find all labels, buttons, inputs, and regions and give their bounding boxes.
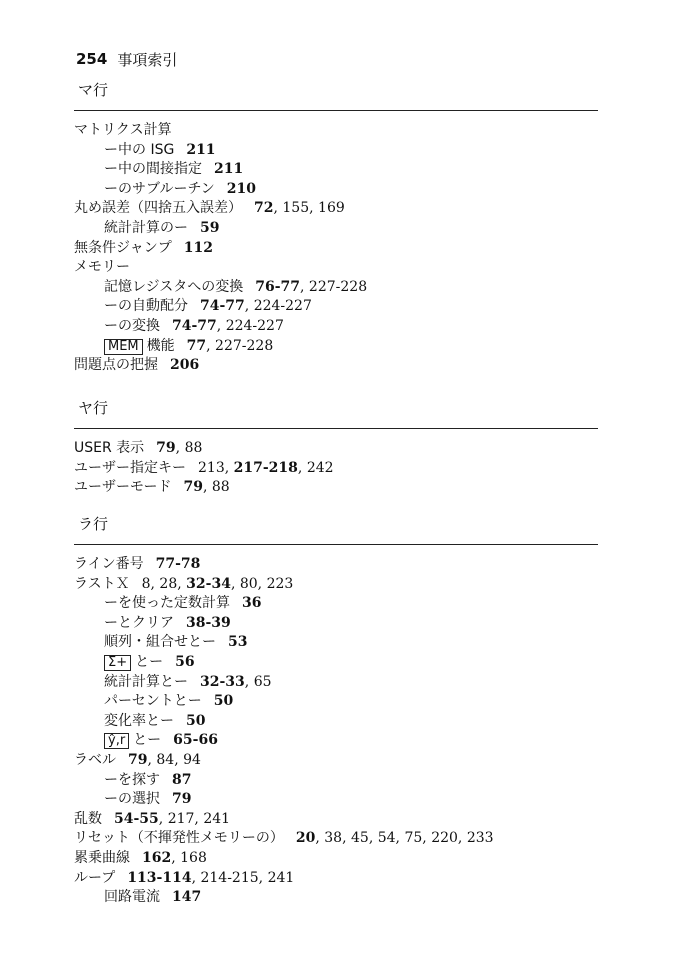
entry-term: パーセントとー <box>104 693 202 710</box>
page-reference: 32-34 <box>186 575 231 592</box>
page-references <box>228 633 247 653</box>
page-reference: 112 <box>183 239 213 256</box>
page-reference: 211 <box>186 141 216 158</box>
index-subentry <box>74 278 598 298</box>
entry-term: とー <box>135 653 164 670</box>
entry-term: 問題点の把握 <box>74 357 158 374</box>
page-references <box>183 478 229 498</box>
entry-term: 乱数 <box>74 810 102 827</box>
page-reference: 224-227 <box>253 298 312 315</box>
index-subentry <box>74 594 598 614</box>
page-references <box>200 673 272 693</box>
page-reference: 94 <box>183 751 201 768</box>
index-subentry <box>74 337 598 357</box>
index-entry <box>74 121 598 141</box>
page-references <box>173 731 218 751</box>
page-reference: 20 <box>295 830 316 847</box>
index-section-ya <box>74 396 598 498</box>
page-title: 事項索引 <box>117 50 178 69</box>
page-references <box>142 575 294 595</box>
index-subentry <box>74 317 598 337</box>
page-references <box>214 692 233 712</box>
page-references <box>255 278 367 298</box>
page-reference: 38-39 <box>186 614 231 631</box>
entry-term: ラベル <box>74 751 116 768</box>
page-reference: 54-55 <box>114 810 159 827</box>
index-subentry <box>74 160 598 180</box>
page-reference: 65 <box>253 673 272 690</box>
page-references <box>156 439 202 459</box>
entry-term: マトリクス計算 <box>74 122 172 138</box>
index-entry <box>74 478 598 498</box>
entry-term: メモリー <box>74 259 130 276</box>
page-reference: 227-228 <box>308 278 368 295</box>
entry-term: ユーザー指定キー <box>74 459 186 476</box>
page-references <box>172 790 191 810</box>
index-entry <box>74 869 598 889</box>
section-heading: ヤ行 <box>78 399 109 417</box>
page-reference: 84 <box>156 751 175 768</box>
page-references <box>156 555 201 575</box>
page-references <box>184 239 213 259</box>
page-references <box>214 160 243 180</box>
page-reference: 233 <box>466 830 494 847</box>
entry-list <box>74 121 598 376</box>
entry-term: USER 表示 <box>74 440 145 456</box>
index-subentry <box>74 633 598 653</box>
page-reference: 206 <box>170 357 200 374</box>
reference-separator: , <box>244 673 254 690</box>
page-reference: 79 <box>156 440 176 456</box>
index-entry <box>74 239 598 259</box>
index-subentry <box>74 653 598 673</box>
page-reference: 162 <box>142 849 172 866</box>
page-reference: 242 <box>306 459 334 476</box>
page-references <box>186 141 215 161</box>
page-references <box>172 771 191 791</box>
entry-term: 変化率とー <box>104 712 174 729</box>
page-references <box>114 810 230 830</box>
entry-term: 統計計算とー <box>104 673 188 690</box>
reference-separator: , <box>158 810 168 827</box>
entry-term: とー <box>133 732 162 749</box>
key-symbol: ŷ,r <box>104 733 129 749</box>
index-entry <box>74 258 598 278</box>
entry-term: ーのサブルーチン <box>104 180 215 197</box>
index-entry <box>74 439 598 459</box>
page-references <box>170 356 199 376</box>
reference-separator: , <box>422 830 432 847</box>
entry-term: ーを探す <box>104 771 160 788</box>
reference-separator: , <box>257 575 267 592</box>
entry-term: ーの自動配分 <box>104 298 188 315</box>
page-reference: 227-228 <box>215 337 274 354</box>
entry-term: 記憶レジスタへの変換 <box>104 278 244 295</box>
reference-separator: , <box>150 575 160 592</box>
page-reference: 113-114 <box>127 869 192 886</box>
page-references <box>200 219 219 239</box>
reference-separator: , <box>177 575 187 592</box>
index-subentry <box>74 731 598 751</box>
page-reference: 32-33 <box>200 673 245 690</box>
entry-term: 回路電流 <box>104 889 160 906</box>
page-number: 254 <box>76 50 108 68</box>
reference-separator: , <box>191 869 201 886</box>
page-reference: 45 <box>350 830 369 847</box>
page-reference: 53 <box>228 634 248 651</box>
page-reference: 155 <box>282 200 310 217</box>
page-reference: 54 <box>377 830 396 847</box>
page-reference: 74-77 <box>172 317 217 334</box>
page-references <box>296 829 494 849</box>
index-section-ra <box>74 512 598 908</box>
reference-separator: , <box>224 459 234 476</box>
page-references <box>186 712 205 732</box>
index-subentry <box>74 180 598 200</box>
page-references <box>187 337 274 357</box>
page-references <box>242 594 261 614</box>
reference-separator: , <box>202 479 212 496</box>
page-reference: 80 <box>239 575 258 592</box>
index-subentry <box>74 141 598 161</box>
entry-term: ーの選択 <box>104 791 160 808</box>
page-reference: 77 <box>186 337 207 354</box>
entry-term: 無条件ジャンプ <box>74 239 172 256</box>
page-reference: 79 <box>183 479 203 496</box>
index-section-ma <box>74 78 598 376</box>
index-entry <box>74 575 598 595</box>
page-reference: 75 <box>404 830 423 847</box>
reference-separator: , <box>194 810 204 827</box>
entry-term: 統計計算のー <box>104 219 188 236</box>
reference-separator: , <box>147 751 157 768</box>
reference-separator: , <box>342 830 351 847</box>
reference-separator: , <box>244 298 254 315</box>
index-subentry <box>74 673 598 693</box>
page-reference: 213 <box>198 459 225 476</box>
reference-separator: , <box>395 830 405 847</box>
index-entry <box>74 199 598 219</box>
section-heading: ラ行 <box>78 515 109 533</box>
page-reference: 76-77 <box>255 278 301 295</box>
page-references <box>175 653 194 673</box>
entry-list <box>74 439 598 498</box>
page-reference: 36 <box>242 595 262 612</box>
reference-separator: , <box>309 200 319 217</box>
section-divider <box>74 428 598 429</box>
page-reference: 241 <box>267 869 295 886</box>
index-subentry <box>74 790 598 810</box>
page-reference: 217 <box>167 810 195 827</box>
section-divider <box>74 110 598 111</box>
index-entry <box>74 751 598 771</box>
entry-term: 順列・組合せとー <box>104 634 216 651</box>
reference-separator: , <box>315 830 325 847</box>
page-reference: 87 <box>172 771 192 788</box>
index-subentry <box>74 297 598 317</box>
entry-term: 機能 <box>146 337 175 354</box>
page-reference: 88 <box>211 479 230 496</box>
index-entry <box>74 555 598 575</box>
entry-term: ー中の ISG <box>104 141 175 158</box>
page-references <box>172 888 201 908</box>
page-reference: 223 <box>266 575 294 592</box>
page-references <box>172 317 284 337</box>
page-references <box>200 297 312 317</box>
page-references <box>142 849 207 869</box>
page-reference: 224-227 <box>225 317 284 334</box>
reference-separator: , <box>206 337 216 354</box>
entry-term: リセット（不揮発性メモリーの） <box>74 830 284 847</box>
entry-term: 累乗曲線 <box>74 849 130 866</box>
page-reference: 147 <box>172 889 202 906</box>
page-reference: 169 <box>318 200 345 217</box>
index-subentry <box>74 712 598 732</box>
index-entry <box>74 849 598 869</box>
page-reference: 65-66 <box>173 732 218 749</box>
page-reference: 50 <box>186 712 206 729</box>
entry-list <box>74 555 598 908</box>
page-reference: 168 <box>180 849 207 866</box>
index-entry <box>74 810 598 830</box>
page-references <box>198 459 334 479</box>
page-reference: 56 <box>175 653 195 670</box>
entry-term: 丸め誤差（四捨五入誤差） <box>74 200 242 217</box>
reference-separator: , <box>457 830 467 847</box>
reference-separator: , <box>216 317 226 334</box>
index-entry <box>74 356 598 376</box>
index-subentry <box>74 219 598 239</box>
page-reference: 241 <box>203 810 231 827</box>
page-references <box>186 614 231 634</box>
reference-separator: , <box>174 751 184 768</box>
entry-term: ーの変換 <box>104 317 160 334</box>
entry-term: ユーザーモード <box>74 479 172 496</box>
section-divider <box>74 544 598 545</box>
reference-separator: , <box>297 459 307 476</box>
page-reference: 211 <box>214 161 244 178</box>
page-reference: 50 <box>213 693 234 710</box>
page-reference: 74-77 <box>200 298 245 315</box>
page-reference: 59 <box>200 219 220 236</box>
page-reference: 72 <box>254 200 274 217</box>
index-subentry <box>74 771 598 791</box>
index-entry <box>74 459 598 479</box>
page-reference: 8 <box>141 575 151 592</box>
page-references <box>128 751 201 771</box>
index-entry <box>74 829 598 849</box>
page-reference: 38 <box>324 830 343 847</box>
page-reference: 210 <box>226 180 256 197</box>
entry-term: ライン番号 <box>74 556 144 572</box>
entry-term: ーとクリア <box>104 614 174 631</box>
page-reference: 220 <box>431 830 458 847</box>
page-references <box>127 869 294 889</box>
page-reference: 79 <box>172 791 192 808</box>
page-reference: 217-218 <box>233 459 298 476</box>
page-header <box>76 48 177 70</box>
entry-term: ー中の間接指定 <box>104 161 202 178</box>
entry-term: ラストＸ <box>74 575 130 592</box>
page-references <box>254 199 345 219</box>
index-subentry <box>74 614 598 634</box>
page-reference: 214-215 <box>200 869 259 886</box>
reference-separator: , <box>258 869 268 886</box>
entry-term: ループ <box>74 869 116 886</box>
section-heading: マ行 <box>78 81 109 99</box>
page-reference: 79 <box>128 751 148 768</box>
reference-separator: , <box>171 849 181 866</box>
page-reference: 88 <box>184 440 203 456</box>
page-reference: 77-78 <box>155 556 201 572</box>
reference-separator: , <box>273 200 283 217</box>
index-subentry <box>74 888 598 908</box>
page-references <box>227 180 256 200</box>
key-symbol: Σ+ <box>104 655 131 671</box>
entry-term: ーを使った定数計算 <box>104 595 230 612</box>
index-subentry <box>74 692 598 712</box>
key-symbol: MEM <box>104 339 143 355</box>
reference-separator: , <box>175 440 185 456</box>
reference-separator: , <box>368 830 378 847</box>
reference-separator: , <box>300 278 309 295</box>
page-reference: 28 <box>159 575 178 592</box>
reference-separator: , <box>230 575 240 592</box>
